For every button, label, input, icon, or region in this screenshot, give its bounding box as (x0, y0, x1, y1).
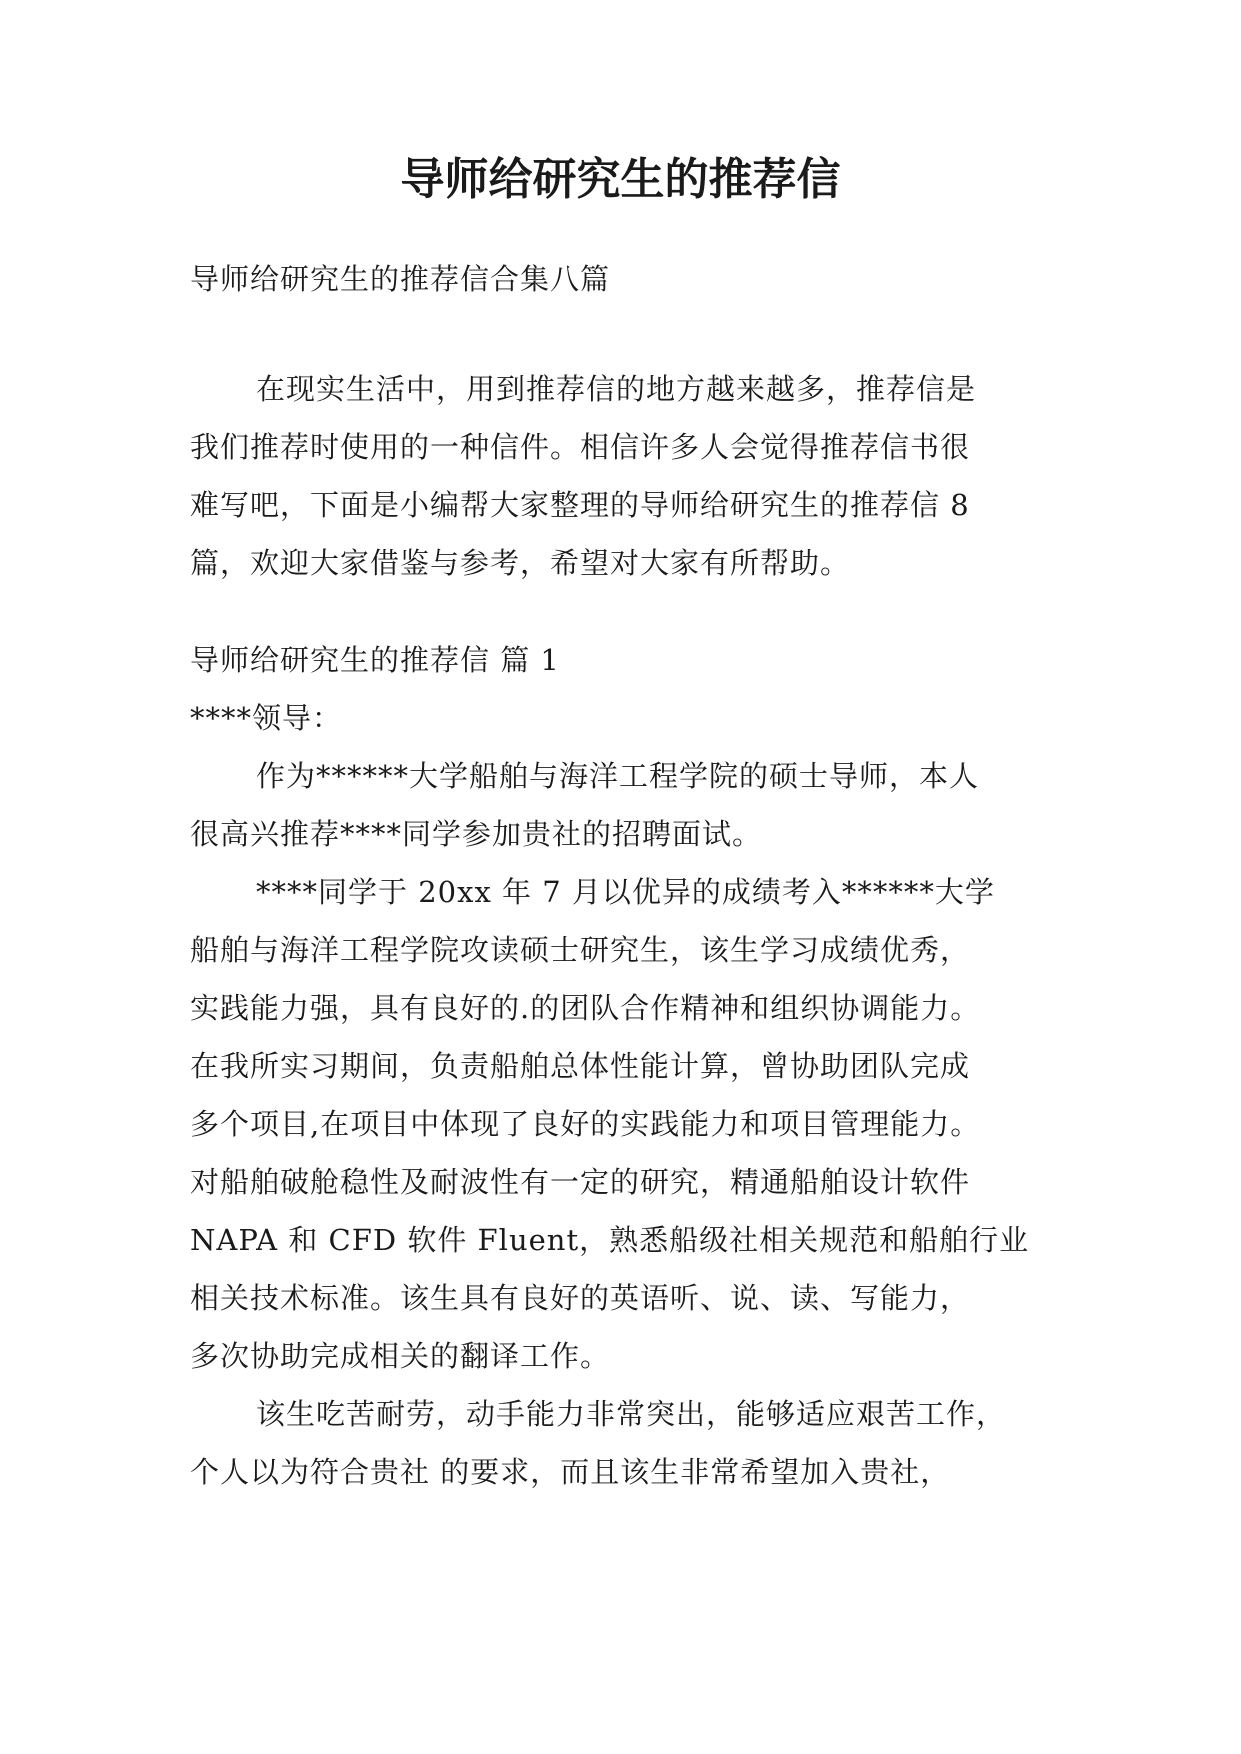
paragraph2-line-2: 船舶与海洋工程学院攻读硕士研究生，该生学习成绩优秀， (190, 933, 971, 967)
intro-line-4: 篇，欢迎大家借鉴与参考，希望对大家有所帮助。 (190, 546, 851, 580)
paragraph3-line-1: 该生吃苦耐劳，动手能力非常突出，能够适应艰苦工作， (256, 1397, 1007, 1431)
paragraph2-line-8: 相关技术标准。该生具有良好的英语听、说、读、写能力， (190, 1281, 971, 1315)
document-subtitle: 导师给研究生的推荐信合集八篇 (190, 262, 611, 296)
paragraph2-line-4: 在我所实习期间，负责船舶总体性能计算，曾协助团队完成 (190, 1049, 971, 1083)
section-heading: 导师给研究生的推荐信 篇 1 (190, 643, 560, 677)
paragraph2-line-7: NAPA 和 CFD 软件 Fluent，熟悉船级社相关规范和船舶行业 (190, 1223, 1030, 1257)
paragraph1-line-1: 作为******大学船舶与海洋工程学院的硕士导师，本人 (256, 759, 980, 793)
document-title: 导师给研究生的推荐信 (400, 154, 841, 205)
paragraph2-line-9: 多次协助完成相关的翻译工作。 (190, 1339, 611, 1373)
paragraph3-line-2: 个人以为符合贵社 的要求，而且该生非常希望加入贵社， (190, 1455, 951, 1489)
paragraph2-line-6: 对船舶破舱稳性及耐波性有一定的研究，精通船舶设计软件 (190, 1165, 971, 1199)
salutation: ****领导： (190, 701, 343, 735)
paragraph2-line-1: ****同学于 20xx 年 7 月以优异的成绩考入******大学 (256, 875, 995, 909)
paragraph1-line-2: 很高兴推荐****同学参加贵社的招聘面试。 (190, 817, 763, 851)
paragraph2-line-3: 实践能力强，具有良好的.的团队合作精神和组织协调能力。 (190, 991, 981, 1025)
intro-line-2: 我们推荐时使用的一种信件。相信许多人会觉得推荐信书很 (190, 430, 971, 464)
intro-line-3: 难写吧，下面是小编帮大家整理的导师给研究生的推荐信 8 (190, 488, 970, 522)
paragraph2-line-5: 多个项目,在项目中体现了良好的实践能力和项目管理能力。 (190, 1107, 981, 1141)
intro-line-1: 在现实生活中，用到推荐信的地方越来越多，推荐信是 (256, 372, 977, 406)
